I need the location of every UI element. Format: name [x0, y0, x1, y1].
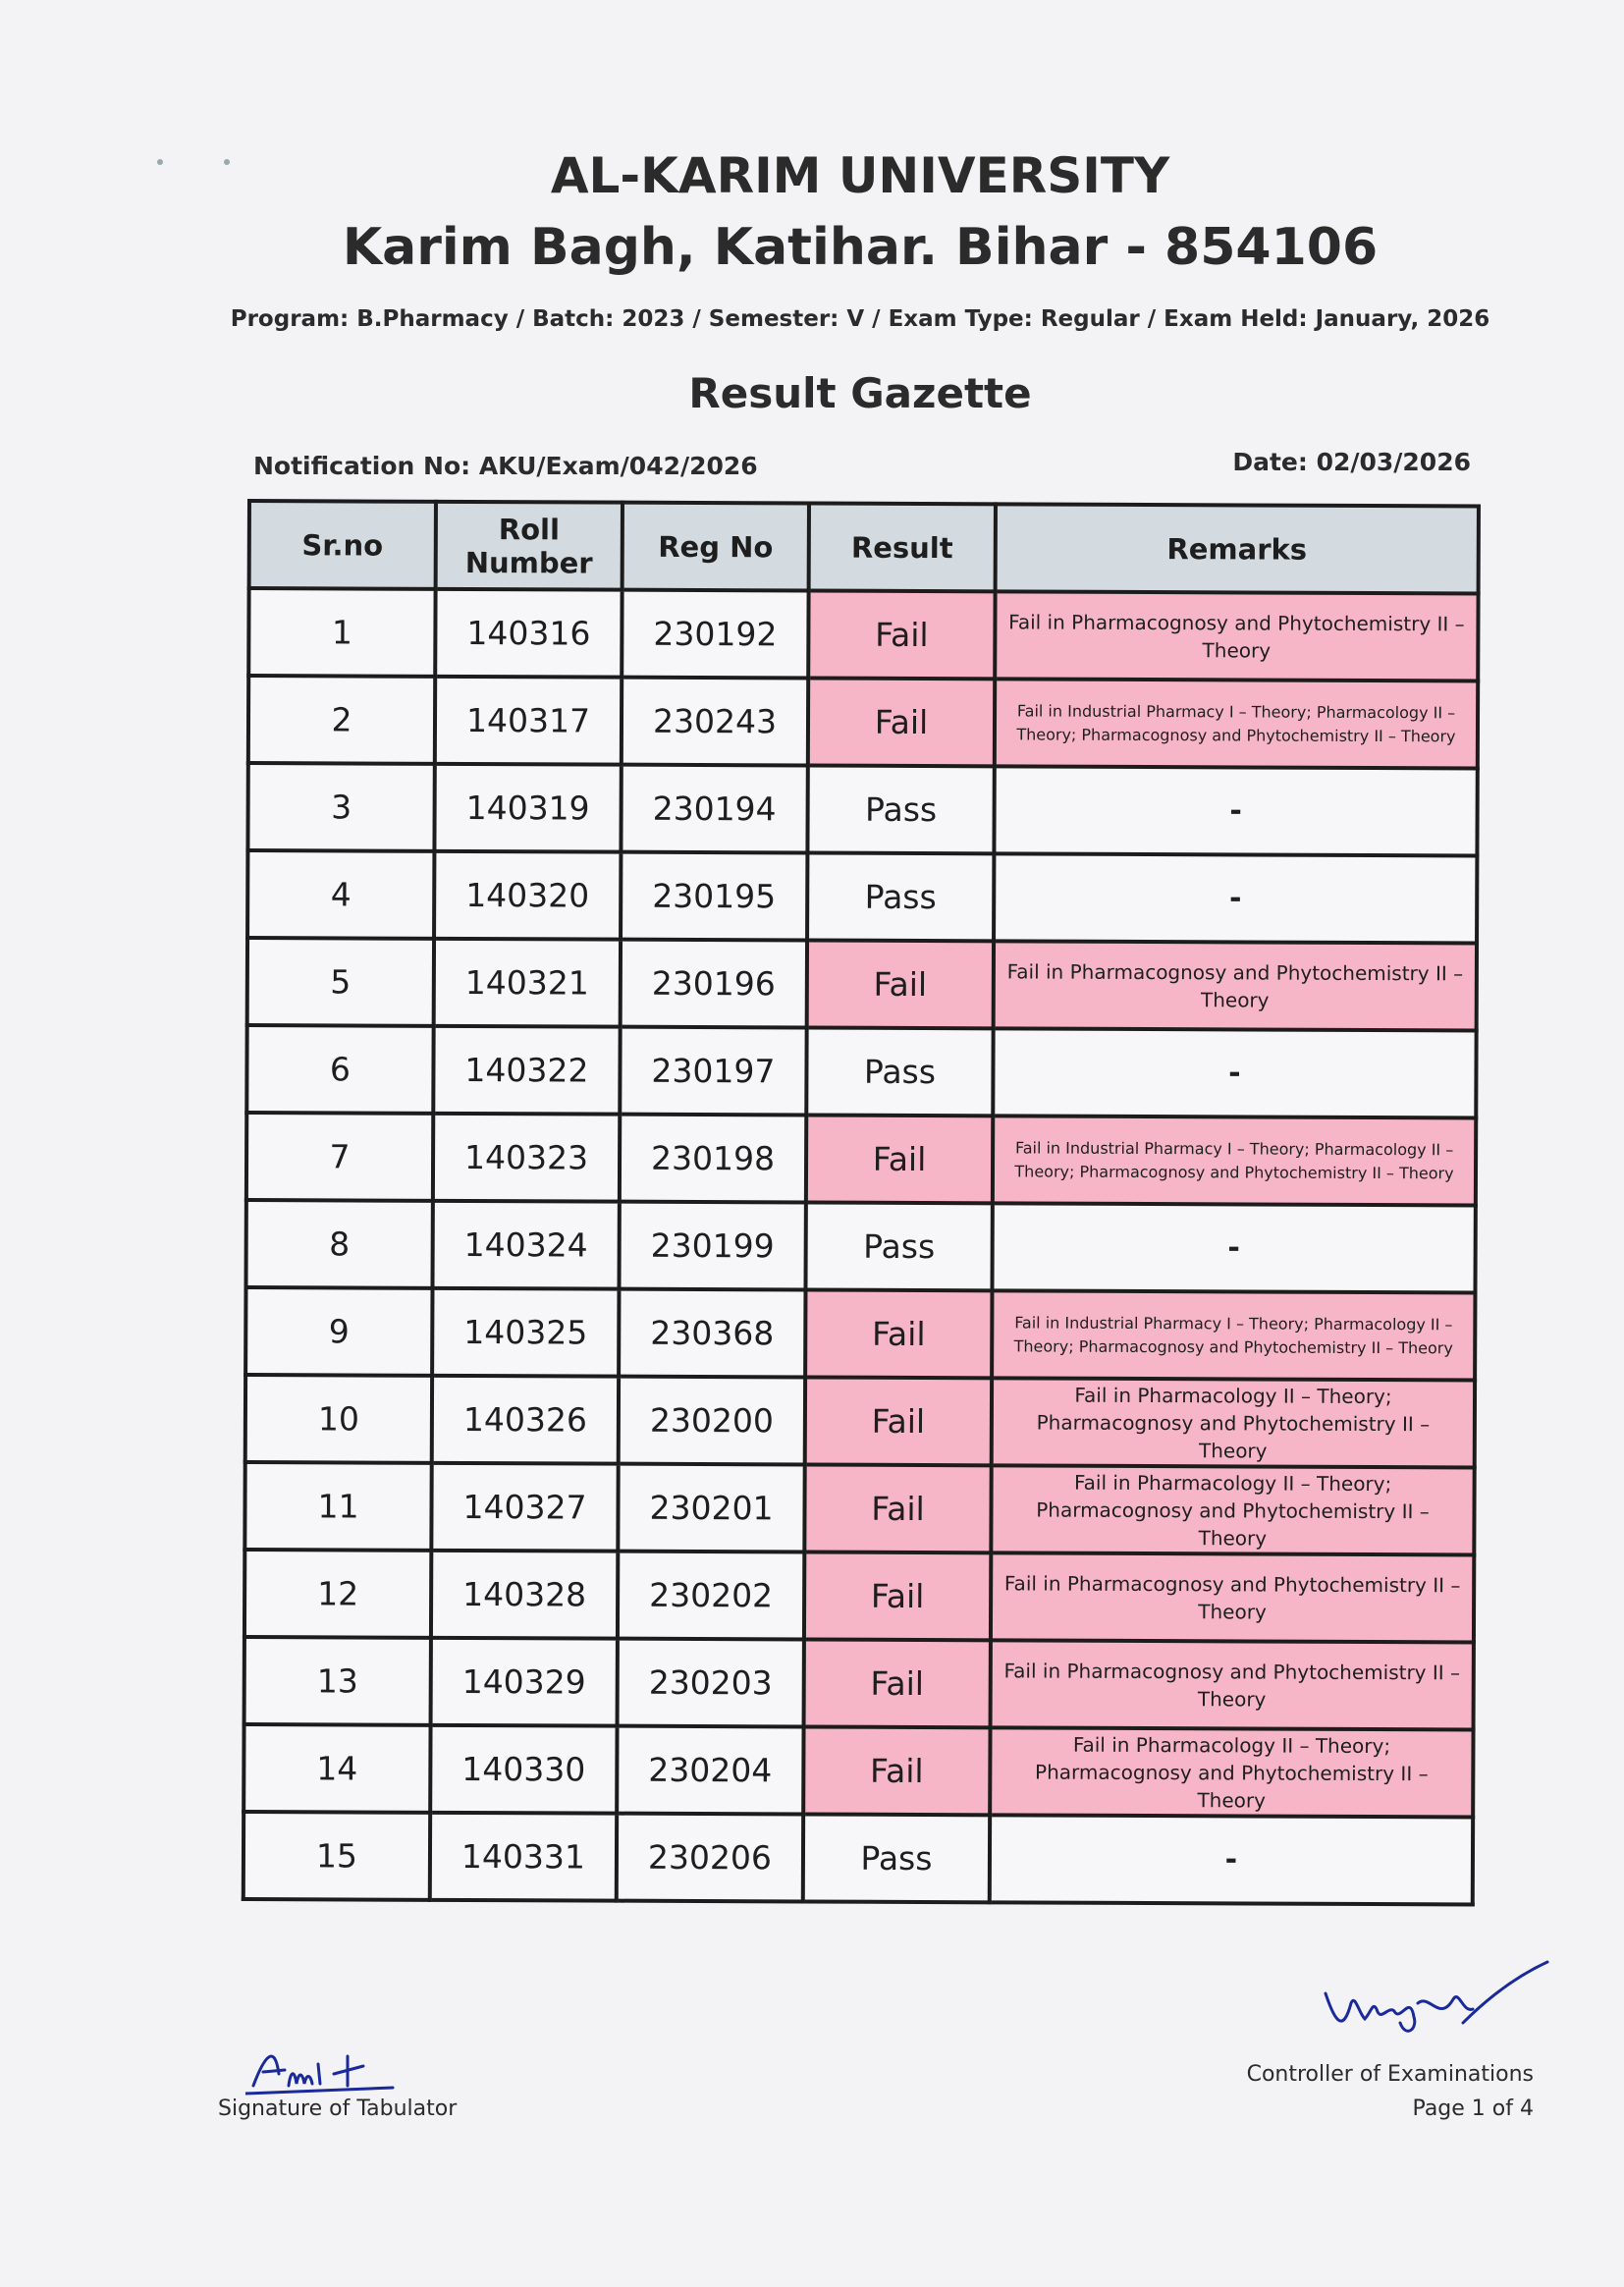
roll-number-cell: 140317	[435, 677, 622, 765]
result-cell: Fail	[806, 1115, 993, 1203]
table-row	[244, 1550, 1474, 1642]
column-header-sr-no: Sr.no	[249, 501, 436, 589]
table-row	[248, 588, 1478, 681]
remarks-cell: -	[990, 1815, 1473, 1904]
remarks-cell: -	[993, 1028, 1476, 1117]
sr-no-cell: 9	[245, 1287, 432, 1376]
university-address: Karim Bagh, Katihar. Bihar - 854106	[342, 218, 1379, 277]
table-row	[245, 1200, 1475, 1292]
table-row	[247, 763, 1477, 855]
roll-number-cell: 140321	[434, 939, 621, 1027]
result-cell: Fail	[804, 1639, 991, 1727]
reg-no-cell: 230368	[619, 1289, 805, 1378]
roll-number-cell: 140316	[435, 589, 622, 678]
roll-number-cell: 140324	[432, 1201, 619, 1289]
remarks-cell: Fail in Industrial Pharmacy I – Theory; Pharmacology II – Theory; Pharmacognosy and Phytochemistry II – Theory	[993, 1116, 1476, 1205]
result-cell: Pass	[803, 1814, 990, 1902]
result-cell: Pass	[805, 1202, 992, 1290]
issue-date: Date: 02/03/2026	[1232, 448, 1471, 476]
table-header-row	[249, 501, 1479, 593]
reg-no-cell: 230197	[620, 1027, 806, 1116]
sr-no-cell: 12	[244, 1550, 431, 1638]
column-header-result: Result	[809, 503, 996, 591]
result-cell: Fail	[807, 940, 994, 1028]
program-details: Program: B.Pharmacy / Batch: 2023 / Semester: V / Exam Type: Regular / Exam Held: January, 2026	[230, 306, 1490, 332]
roll-number-cell: 140319	[434, 764, 621, 852]
sr-no-cell: 10	[245, 1375, 432, 1463]
remarks-cell: -	[994, 853, 1477, 943]
reg-no-cell: 230204	[617, 1726, 803, 1815]
sr-no-cell: 8	[245, 1200, 432, 1288]
roll-number-cell: 140325	[432, 1288, 619, 1377]
reg-no-cell: 230202	[618, 1552, 804, 1640]
remarks-cell: Fail in Industrial Pharmacy I – Theory; Pharmacology II – Theory; Pharmacognosy and Phytochemistry II – Theory	[995, 679, 1478, 768]
remarks-cell: Fail in Pharmacognosy and Phytochemistry II – Theory	[995, 591, 1478, 681]
reg-no-cell: 230203	[618, 1639, 804, 1727]
remarks-cell: Fail in Industrial Pharmacy I – Theory; Pharmacology II – Theory; Pharmacognosy and Phytochemistry II – Theory	[992, 1290, 1475, 1380]
university-name: AL-KARIM UNIVERSITY	[550, 147, 1170, 204]
reg-no-cell: 230199	[619, 1202, 805, 1290]
sr-no-cell: 2	[248, 676, 435, 764]
remarks-cell: -	[994, 766, 1477, 855]
roll-number-cell: 140329	[431, 1638, 618, 1726]
result-cell: Pass	[807, 765, 994, 853]
result-cell: Fail	[803, 1726, 990, 1815]
result-cell: Pass	[807, 852, 994, 941]
table-row	[248, 676, 1478, 768]
result-cell: Fail	[805, 1377, 992, 1465]
table-row	[244, 1724, 1473, 1817]
remarks-cell: Fail in Pharmacognosy and Phytochemistry II – Theory	[991, 1552, 1474, 1642]
reg-no-cell: 230243	[622, 678, 808, 766]
sr-no-cell: 1	[248, 588, 435, 677]
sr-no-cell: 14	[244, 1724, 430, 1813]
result-cell: Fail	[808, 590, 995, 679]
reg-no-cell: 230192	[622, 590, 808, 679]
table-row	[244, 1462, 1474, 1554]
roll-number-cell: 140327	[431, 1463, 618, 1552]
reg-no-cell: 230196	[621, 940, 807, 1028]
notification-number: Notification No: AKU/Exam/042/2026	[253, 452, 758, 480]
sr-no-cell: 4	[247, 850, 434, 939]
result-cell: Pass	[806, 1027, 993, 1116]
remarks-cell: Fail in Pharmacognosy and Phytochemistry II – Theory	[991, 1640, 1474, 1729]
page-number: Page 1 of 4	[1412, 2096, 1534, 2121]
table-row	[247, 938, 1477, 1030]
roll-number-cell: 140331	[430, 1813, 617, 1901]
roll-number-cell: 140320	[434, 851, 621, 940]
result-cell: Fail	[804, 1552, 991, 1640]
sr-no-cell: 15	[244, 1812, 430, 1900]
remarks-cell: Fail in Pharmacology II – Theory; Pharmacognosy and Phytochemistry II – Theory	[990, 1727, 1473, 1817]
roll-number-cell: 140326	[432, 1376, 619, 1464]
remarks-cell: -	[992, 1203, 1475, 1292]
table-row	[247, 850, 1477, 943]
remarks-cell: Fail in Pharmacognosy and Phytochemistry II – Theory	[994, 941, 1477, 1030]
roll-number-cell: 140328	[431, 1551, 618, 1639]
document-title: Result Gazette	[688, 369, 1032, 417]
reg-no-cell: 230206	[617, 1814, 803, 1902]
sr-no-cell: 3	[247, 763, 434, 851]
column-header-remarks: Remarks	[996, 504, 1479, 593]
reg-no-cell: 230195	[621, 852, 807, 941]
column-header-roll-number: Roll Number	[436, 502, 623, 590]
tabulator-label: Signature of Tabulator	[218, 2096, 458, 2121]
results-table	[242, 499, 1481, 1906]
table-row	[245, 1287, 1475, 1380]
table-row	[244, 1637, 1474, 1729]
table-row	[245, 1375, 1475, 1467]
reg-no-cell: 230198	[620, 1115, 806, 1203]
controller-label: Controller of Examinations	[1246, 2062, 1534, 2087]
result-cell: Fail	[805, 1289, 992, 1378]
remarks-cell: Fail in Pharmacology II – Theory; Pharmacognosy and Phytochemistry II – Theory	[992, 1378, 1475, 1467]
result-cell: Fail	[808, 678, 995, 766]
column-header-reg-no: Reg No	[623, 503, 809, 591]
reg-no-cell: 230194	[621, 765, 807, 853]
roll-number-cell: 140322	[433, 1026, 620, 1115]
table-row	[246, 1025, 1476, 1117]
sr-no-cell: 6	[246, 1025, 433, 1114]
reg-no-cell: 230200	[619, 1377, 805, 1465]
sr-no-cell: 13	[244, 1637, 431, 1725]
table-row	[246, 1113, 1476, 1205]
sr-no-cell: 5	[247, 938, 434, 1026]
sr-no-cell: 7	[246, 1113, 433, 1201]
controller-signature	[1316, 1954, 1551, 2056]
roll-number-cell: 140323	[433, 1114, 620, 1202]
table-row	[244, 1812, 1473, 1904]
result-cell: Fail	[804, 1464, 991, 1552]
roll-number-cell: 140330	[430, 1725, 617, 1814]
reg-no-cell: 230201	[618, 1464, 804, 1552]
sr-no-cell: 11	[244, 1462, 431, 1551]
remarks-cell: Fail in Pharmacology II – Theory; Pharmacognosy and Phytochemistry II – Theory	[991, 1465, 1474, 1554]
